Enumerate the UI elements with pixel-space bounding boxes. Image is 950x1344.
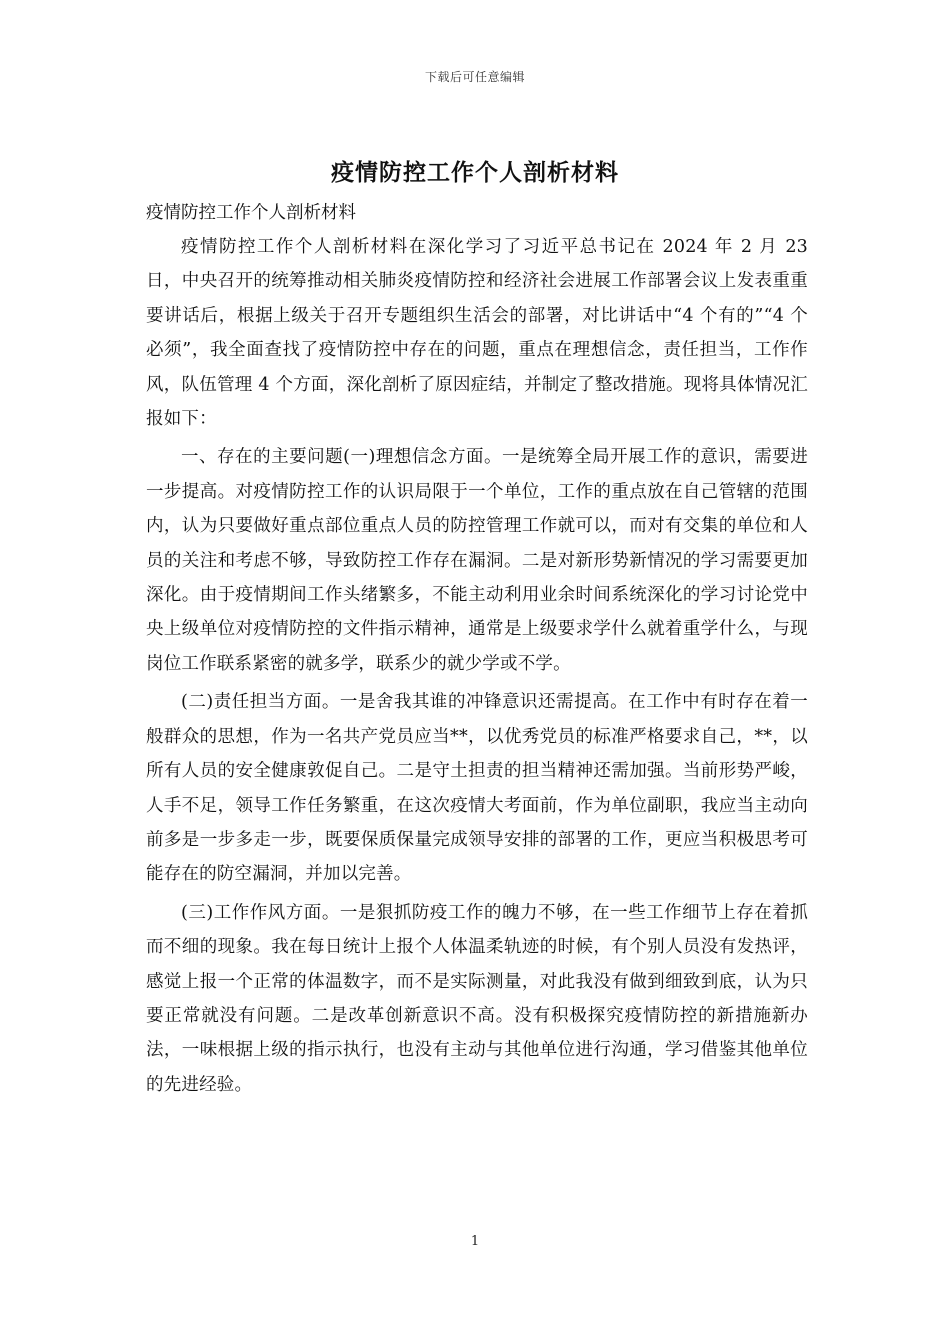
paragraph-work-style: (三)工作作风方面。一是狠抓防疫工作的魄力不够，在一些工作细节上存在着抓而不细的现象。我在每日统计上报个人体温柔轨迹的时候，有个别人员没有发热评，感觉上报一个正常的体温数字，而不是实际测量，对此我没有做到细致到底，认为只要正常就没有问题。二是改革创新意识不高。没有积极探究疫情防控的新措施新办法，一味根据上级的指示执行，也没有主动与其他单位进行沟通，学习借鉴其他单位的先进经验。 <box>146 902 808 1095</box>
paragraph-ideals: 一、存在的主要问题(一)理想信念方面。一是统筹全局开展工作的意识，需要进一步提高。对疫情防控工作的认识局限于一个单位，工作的重点放在自己管辖的范围内，认为只要做好重点部位重点人员的防控管理工作就可以，而对有交集的单位和人员的关注和考虑不够，导致防控工作存在漏洞。二是对新形势新情况的学习需要更加深化。由于疫情期间工作头绪繁多，不能主动利用业余时间系统深化的学习讨论党中央上级单位对疫情防控的文件指示精神，通常是上级要求学什么就着重学什么，与现岗位工作联系紧密的就多学，联系少的就少学或不学。 <box>146 447 808 674</box>
paragraph-intro: 疫情防控工作个人剖析材料在深化学习了习近平总书记在 2024 年 2 月 23 日，中央召开的统筹推动相关肺炎疫情防控和经济社会进展工作部署会议上发表重重要讲话后，根据上级关于召开专题组织生活会的部署，对比讲话中“4 个有的”“4 个必须”，我全面查找了疫情防控中存在的问题，重点在理想信念，责任担当，工作作风，队伍管理 4 个方面，深化剖析了原因症结，并制定了整改措施。现将具体情况汇报如下： <box>146 237 808 430</box>
page-number: 1 <box>470 1234 480 1249</box>
document-subtitle: 疫情防控工作个人剖析材料 <box>146 203 356 223</box>
paragraph-responsibility: (二)责任担当方面。一是舍我其谁的冲锋意识还需提高。在工作中有时存在着一般群众的思想，作为一名共产党员应当**，以优秀党员的标准严格要求自己，**，以所有人员的安全健康敦促自己。二是守土担责的担当精神还需加强。当前形势严峻，人手不足，领导工作任务繁重，在这次疫情大考面前，作为单位副职，我应当主动向前多是一步多走一步，既要保质保量完成领导安排的部署的工作，更应当积极思考可能存在的防空漏洞，并加以完善。 <box>146 692 808 885</box>
document-title: 疫情防控工作个人剖析材料 <box>331 159 619 186</box>
header-note: 下载后可任意编辑 <box>424 70 525 84</box>
document-body <box>146 196 808 1106</box>
